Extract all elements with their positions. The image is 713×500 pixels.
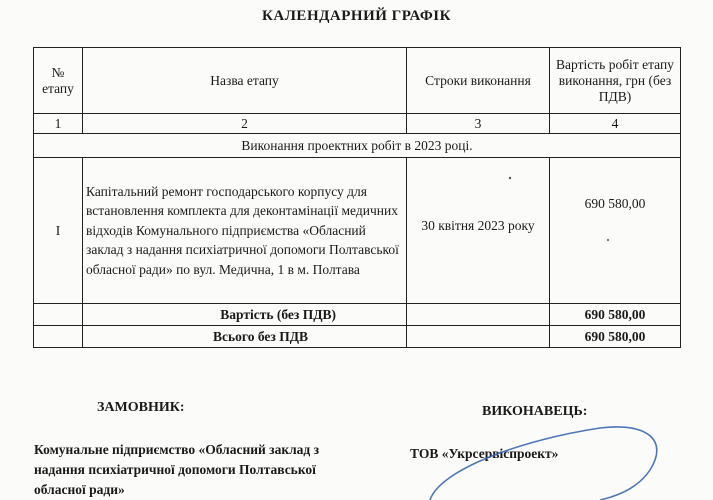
scan-dot: [509, 177, 511, 179]
contractor-organization: ТОВ «Укрсервіспроект»: [410, 446, 559, 461]
total-label: Вартість (без ПДВ): [83, 304, 407, 326]
header-stage-name: Назва етапу: [83, 48, 407, 114]
header-cost: Вартість робіт етапу виконання, грн (без ПДВ): [550, 48, 681, 114]
grand-total-label: Всього без ПДВ: [83, 326, 407, 348]
stage-cost: 690 580,00: [550, 158, 681, 304]
page-title: КАЛЕНДАРНИЙ ГРАФІК: [262, 8, 451, 24]
header-stage-number: № етапу: [34, 48, 83, 114]
column-number: 1: [34, 114, 83, 134]
grand-total-value: 690 580,00: [550, 326, 681, 348]
stage-name: Капітальний ремонт господарського корпусу для встановлення комплекта для деконтамінації медичних відходів Комунального підприємства «Обласний заклад з надання психіатричної допомоги Полтавської обласної ради» по вул. Медична, 1 в м. Полтава: [83, 158, 407, 304]
column-number: 3: [407, 114, 550, 134]
column-number: 2: [83, 114, 407, 134]
contractor-label: ВИКОНАВЕЦЬ:: [482, 404, 588, 419]
total-value: 690 580,00: [550, 304, 681, 326]
customer-organization: Комунальне підприємство «Обласний заклад з надання психіатричної допомоги Полтавської обласної ради»: [34, 442, 320, 497]
stage-number: І: [34, 158, 83, 304]
stage-term: 30 квітня 2023 року: [407, 158, 550, 304]
header-term: Строки виконання: [407, 48, 550, 114]
section-title: Виконання проектних робіт в 2023 році.: [34, 134, 681, 158]
scan-dot: [607, 239, 609, 241]
stamp-arc: [430, 427, 657, 500]
customer-label: ЗАМОВНИК:: [97, 400, 185, 415]
column-number: 4: [550, 114, 681, 134]
